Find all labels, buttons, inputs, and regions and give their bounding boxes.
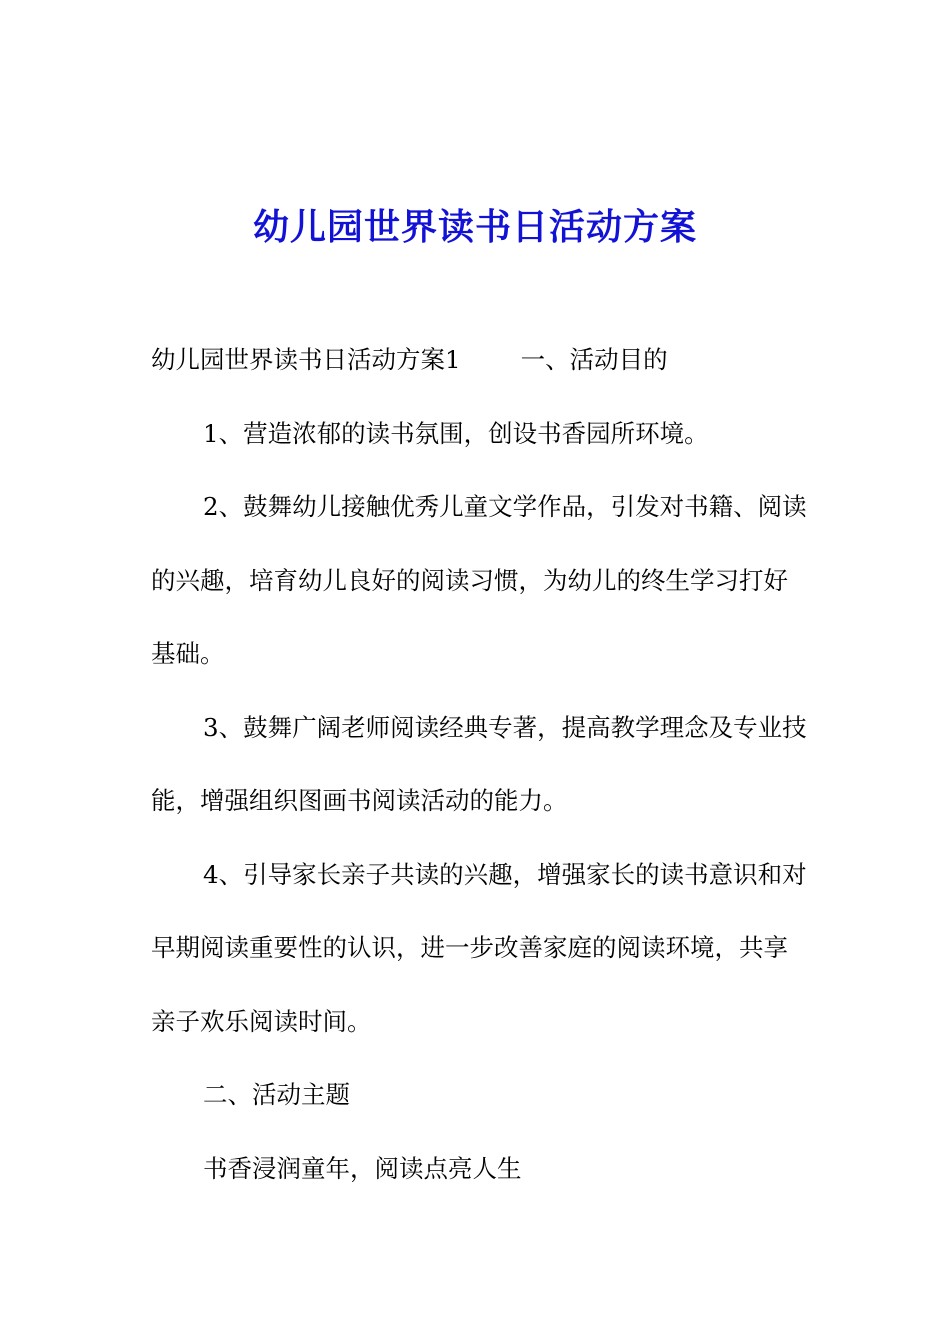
goal-paragraph-1: 1、营造浓郁的读书氛围，创设书香园所环境。 bbox=[203, 418, 709, 448]
goal-paragraph-4: 4、引导家长亲子共读的兴趣，增强家长的读书意识和对早期阅读重要性的认识，进一步改善家庭的阅读环境，共享亲子欢乐阅读时间。 bbox=[151, 859, 807, 1036]
document-body bbox=[151, 323, 811, 1205]
section-heading-goals: 一、活动目的 bbox=[520, 345, 668, 374]
goal-paragraph-2: 2、鼓舞幼儿接触优秀儿童文学作品，引发对书籍、阅读的兴趣，培育幼儿良好的阅读习惯，为幼儿的终生学习打好基础。 bbox=[151, 492, 807, 668]
document-title: 幼儿园世界读书日活动方案 bbox=[252, 206, 697, 249]
section-heading-theme: 二、活动主题 bbox=[203, 1080, 350, 1109]
intro-heading: 幼儿园世界读书日活动方案1 bbox=[151, 345, 461, 374]
theme-text: 书香浸润童年，阅读点亮人生 bbox=[203, 1153, 522, 1183]
goal-paragraph-3: 3、鼓舞广阔老师阅读经典专著，提高教学理念及专业技能，增强组织图画书阅读活动的能力。 bbox=[151, 712, 807, 815]
intro-line bbox=[151, 323, 811, 397]
